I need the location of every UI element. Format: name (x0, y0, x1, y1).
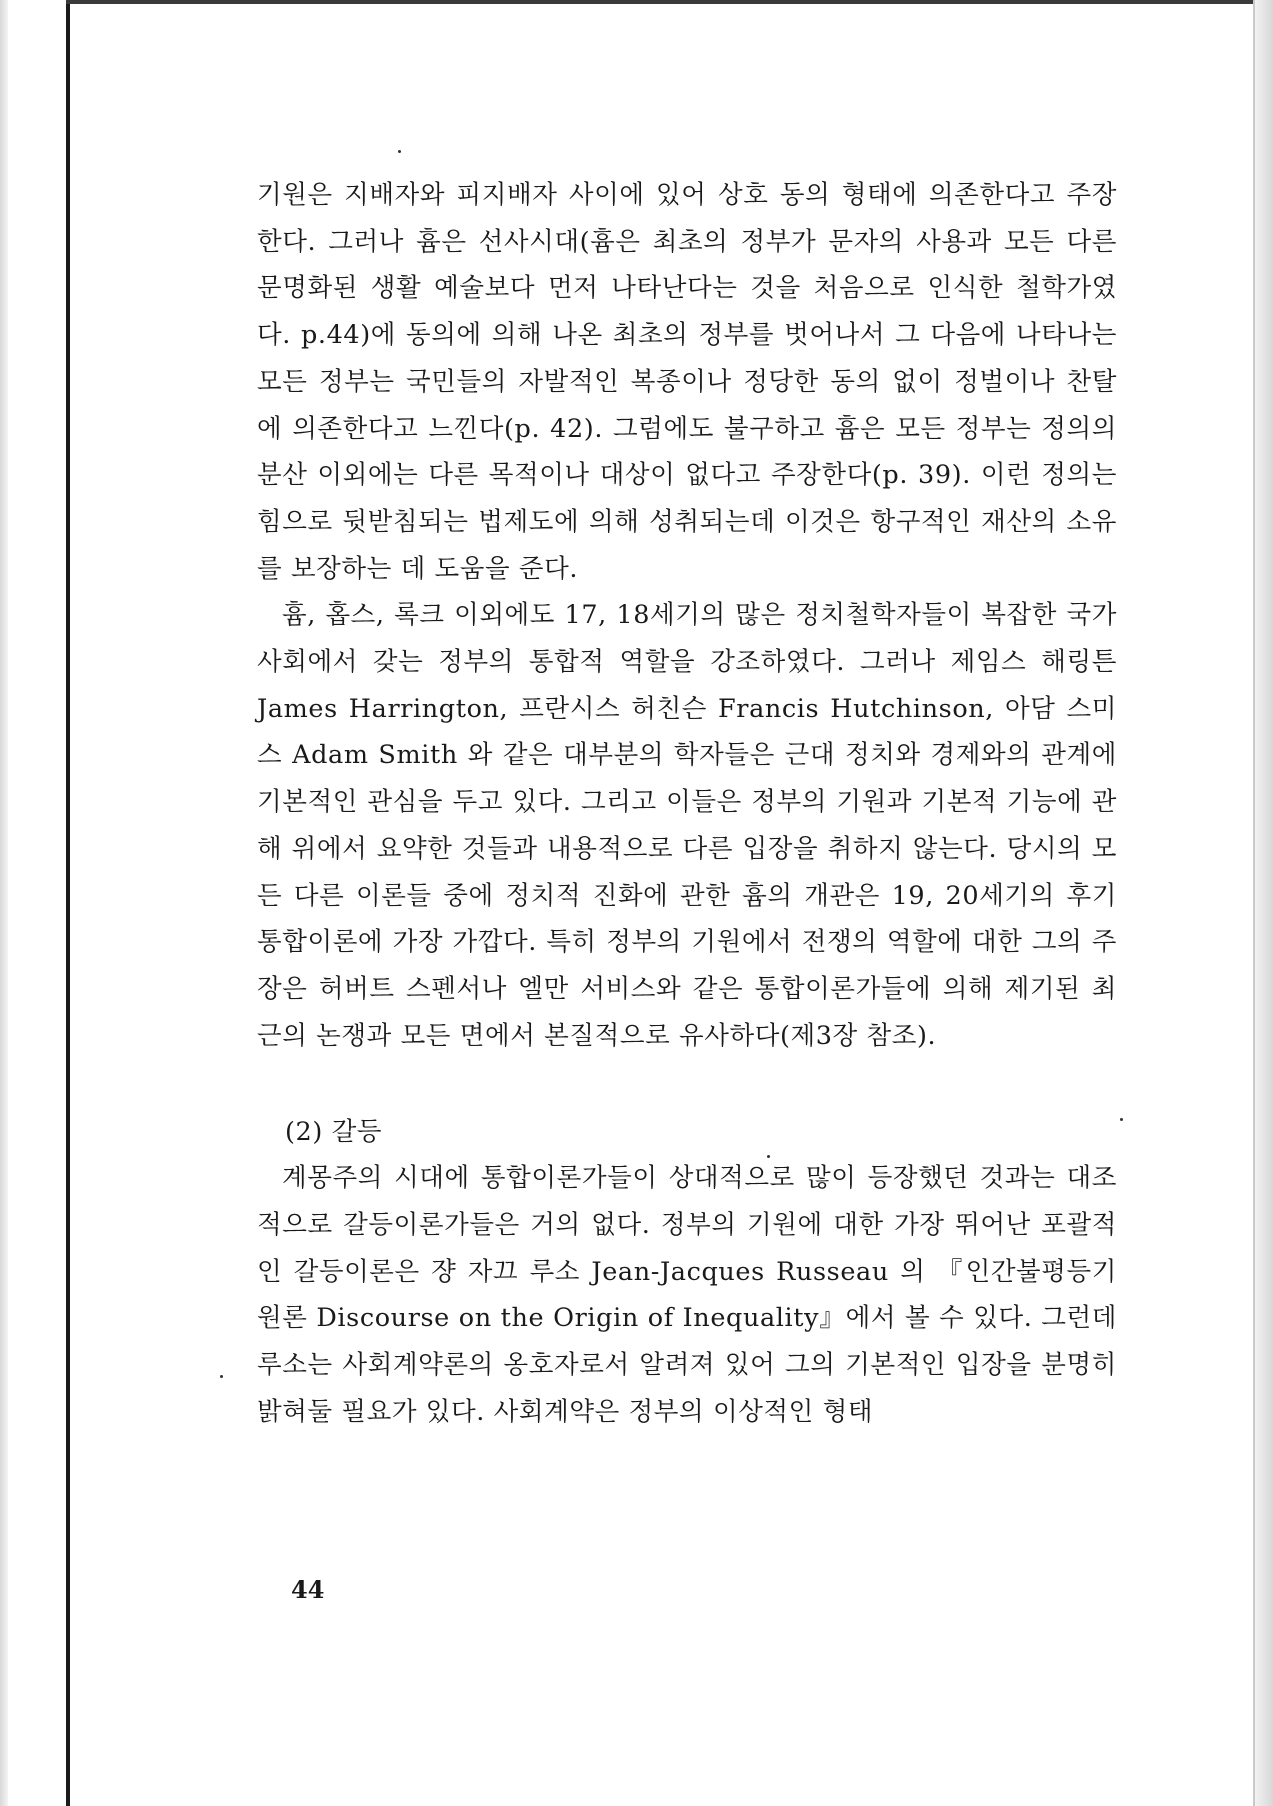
page-top-border (66, 0, 1261, 4)
scan-speck (220, 1375, 223, 1378)
paragraph-political-philosophers: 흄, 홉스, 록크 이외에도 17, 18세기의 많은 정치철학자들이 복잡한 국가 사회에서 갖는 정부의 통합적 역할을 강조하였다. 그러나 제임스 해링튼 James Harrington, 프란시스 허친슨 Francis Hutchinson, 아담 스미스 Adam Smith 와 같은 대부분의 학자들은 근대 정치와 경제와의 관계에 기본적인 관심을 두고 있다. 그리고 이들은 정부의 기원과 기본적 기능에 관해 위에서 요약한 것들과 내용적으로 다른 입장을 취하지 않는다. 당시의 모든 다른 이론들 중에 정치적 진화에 관한 흄의 개관은 19, 20세기의 후기 통합이론에 가장 가깝다. 특히 정부의 기원에서 전쟁의 역할에 대한 그의 주장은 허버트 스펜서나 엘만 서비스와 같은 통합이론가들에 의해 제기된 최근의 논쟁과 모든 면에서 본질적으로 유사하다(제3장 참조). (257, 600, 1117, 1051)
section-heading: (2) 갈등 (285, 1117, 383, 1148)
paragraph-continuation: 기원은 지배자와 피지배자 사이에 있어 상호 동의 형태에 의존한다고 주장한다. 그러나 흄은 선사시대(흄은 최초의 정부가 문자의 사용과 모든 다른 문명화된 생활 예술보다 먼저 나타난다는 것을 처음으로 인식한 철학가였다. p.44)에 동의에 의해 나온 최초의 정부를 벗어나서 그 다음에 나타나는 모든 정부는 국민들의 자발적인 복종이나 정당한 동의 없이 정벌이나 찬탈에 의존한다고 느낀다(p. 42). 그럼에도 불구하고 흄은 모든 정부는 정의의 분산 이외에는 다른 목적이나 대상이 없다고 주장한다(p. 39). 이런 정의는 힘으로 뒷받침되는 법제도에 의해 성취되는데 이것은 항구적인 재산의 소유를 보장하는 데 도움을 준다. (257, 180, 1117, 584)
scan-speck (398, 150, 401, 153)
page-left-border (66, 2, 70, 1806)
body-text (257, 172, 1117, 1436)
paragraph-conflict: 계몽주의 시대에 통합이론가들이 상대적으로 많이 등장했던 것과는 대조적으로 갈등이론가들은 거의 없다. 정부의 기원에 대한 가장 뛰어난 포괄적인 갈등이론은 쟝 자끄 루소 Jean-Jacques Russeau 의 『인간불평등기원론 Discourse on the Origin of Inequality』에서 볼 수 있다. 그런데 루소는 사회계약론의 옹호자로서 알려져 있어 그의 기본적인 입장을 분명히 밝혀둘 필요가 있다. 사회계약은 정부의 이상적인 형태 (257, 1163, 1117, 1427)
binding-shadow (0, 0, 8, 1806)
page-right-shadow (1255, 0, 1273, 1806)
page-number: 44 (291, 1575, 325, 1604)
scan-speck (1120, 1118, 1123, 1121)
